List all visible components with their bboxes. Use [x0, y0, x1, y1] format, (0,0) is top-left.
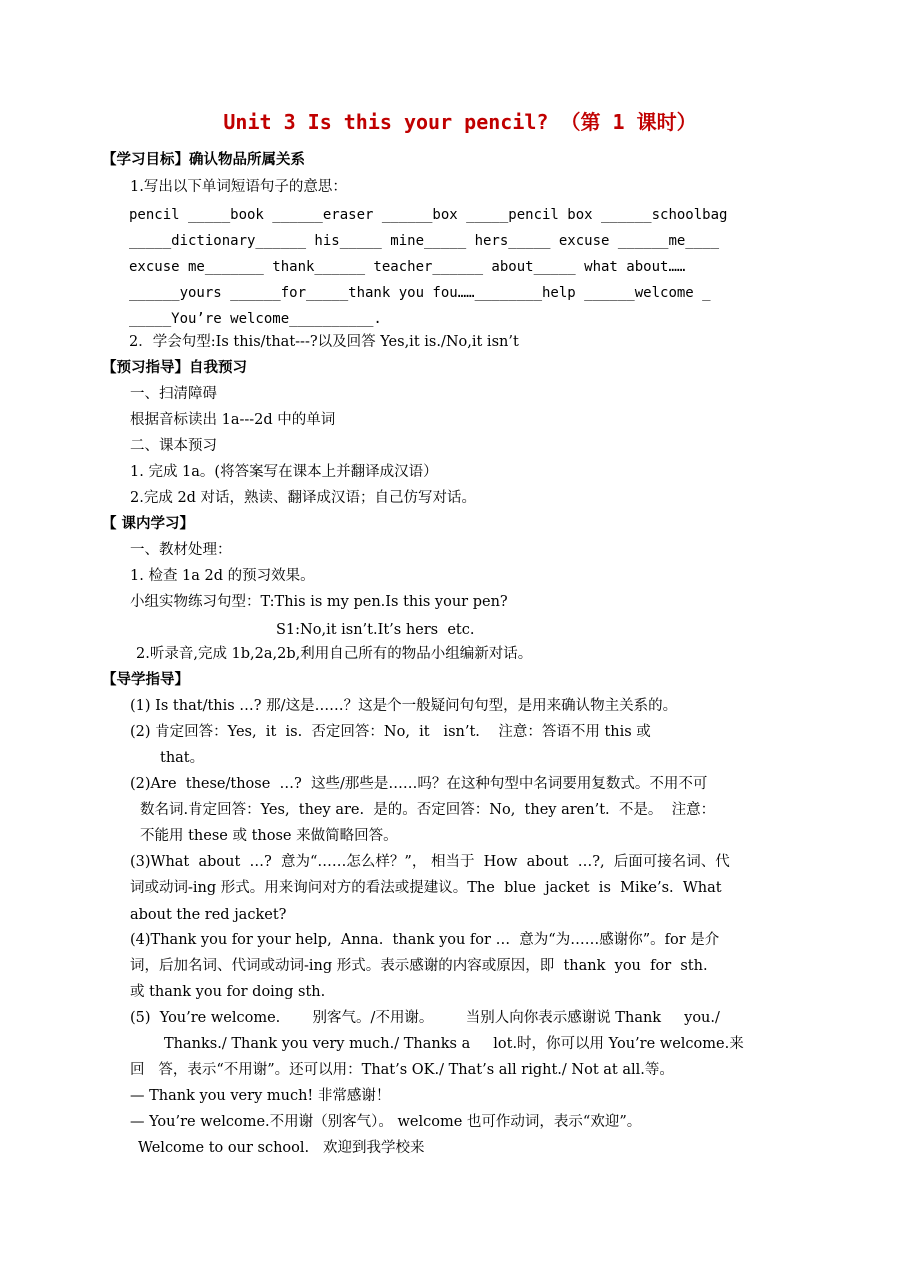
text-line: about the red jacket?: [130, 907, 287, 923]
vocab-line: _____You’re welcome__________.: [129, 311, 382, 327]
text-line: Welcome to our school. 欢迎到我学校来: [138, 1140, 425, 1156]
vocab-line: pencil _____book ______eraser ______box _____pencil box ______schoolbag: [129, 207, 728, 223]
text-line: 回 答，表示“不用谢”。还可以用：That’s OK./ That’s all right./ Not at all.等。: [130, 1062, 674, 1078]
text-line: — You’re welcome.不用谢（别客气）。 welcome 也可作动词，表示“欢迎”。: [130, 1114, 642, 1130]
text-line: 1. 完成 1a。(将答案写在课本上并翻译成汉语）: [130, 464, 438, 480]
text-line: 2.听录音,完成 1b,2a,2b,利用自己所有的物品小组编新对话。: [136, 646, 533, 662]
text-line: (3)What about …? 意为“……怎么样？”， 相当于 How about …?, 后面可接名词、代: [130, 854, 730, 870]
page-title: Unit 3 Is this your pencil? （第 1 课时）: [223, 110, 697, 134]
text-line: 小组实物练习句型：T:This is my pen.Is this your pen?: [130, 594, 508, 610]
text-line: Thanks./ Thank you very much./ Thanks a lot.时，你可以用 You’re welcome.来: [164, 1036, 744, 1052]
section-heading-guidance: 【导学指导】: [102, 671, 189, 688]
text-line: 二、课本预习: [130, 438, 217, 454]
text-line: 1. 检查 1a 2d 的预习效果。: [130, 568, 315, 584]
text-line: 一、教材处理：: [130, 542, 232, 558]
vocab-line: _____dictionary______ his_____ mine_____ hers_____ excuse ______me____: [129, 233, 720, 249]
text-line: 一、扫清障碍: [130, 386, 217, 402]
text-line: 词，后加名词、代词或动词-ing 形式。表示感谢的内容或原因，即 thank you for sth.: [130, 958, 708, 974]
text-line: 不能用 these 或 those 来做简略回答。: [140, 828, 398, 844]
text-line: — Thank you very much! 非常感谢！: [130, 1088, 391, 1104]
text-line: S1:No,it isn’t.It’s hers etc.: [276, 622, 475, 638]
text-line: 根据音标读出 1a---2d 中的单词: [130, 412, 336, 428]
vocab-line: excuse me_______ thank______ teacher______ about_____ what about……: [129, 259, 686, 275]
section-heading-objectives: 【学习目标】确认物品所属关系: [102, 151, 305, 168]
text-line: 数名词.肯定回答：Yes, they are. 是的。否定回答：No, they aren’t. 不是。 注意：: [140, 802, 716, 818]
text-line: (1) Is that/this …? 那/这是……？这是个一般疑问句句型，是用来确认物主关系的。: [130, 698, 678, 714]
section-heading-preview: 【预习指导】自我预习: [102, 359, 247, 376]
text-line: 2.完成 2d 对话，熟读、翻译成汉语；自己仿写对话。: [130, 490, 477, 506]
section-heading-classwork: 【 课内学习】: [102, 515, 195, 532]
text-line: (4)Thank you for your help, Anna. thank you for … 意为“为……感谢你”。for 是介: [130, 932, 720, 948]
text-line: (5) You’re welcome. 别客气。/不用谢。 当别人向你表示感谢说 Thank you./: [130, 1010, 720, 1026]
text-line: 2．学会句型:Is this/that---?以及回答 Yes,it is./No,it isn’t: [129, 334, 519, 350]
text-line: (2) 肯定回答：Yes, it is. 否定回答：No, it isn’t. 注意：答语不用 this 或: [130, 724, 651, 740]
text-line: 1.写出以下单词短语句子的意思：: [130, 179, 347, 195]
text-line: 词或动词-ing 形式。用来询问对方的看法或提建议。The blue jacket is Mike’s. What: [130, 880, 722, 896]
text-line: (2)Are these/those …? 这些/那些是……吗？在这种句型中名词要用复数式。不用不可: [130, 776, 708, 792]
text-line: 或 thank you for doing sth.: [130, 984, 326, 1000]
text-line: that。: [160, 750, 205, 766]
vocab-line: ______yours ______for_____thank you fou……________help ______welcome _: [129, 285, 711, 301]
